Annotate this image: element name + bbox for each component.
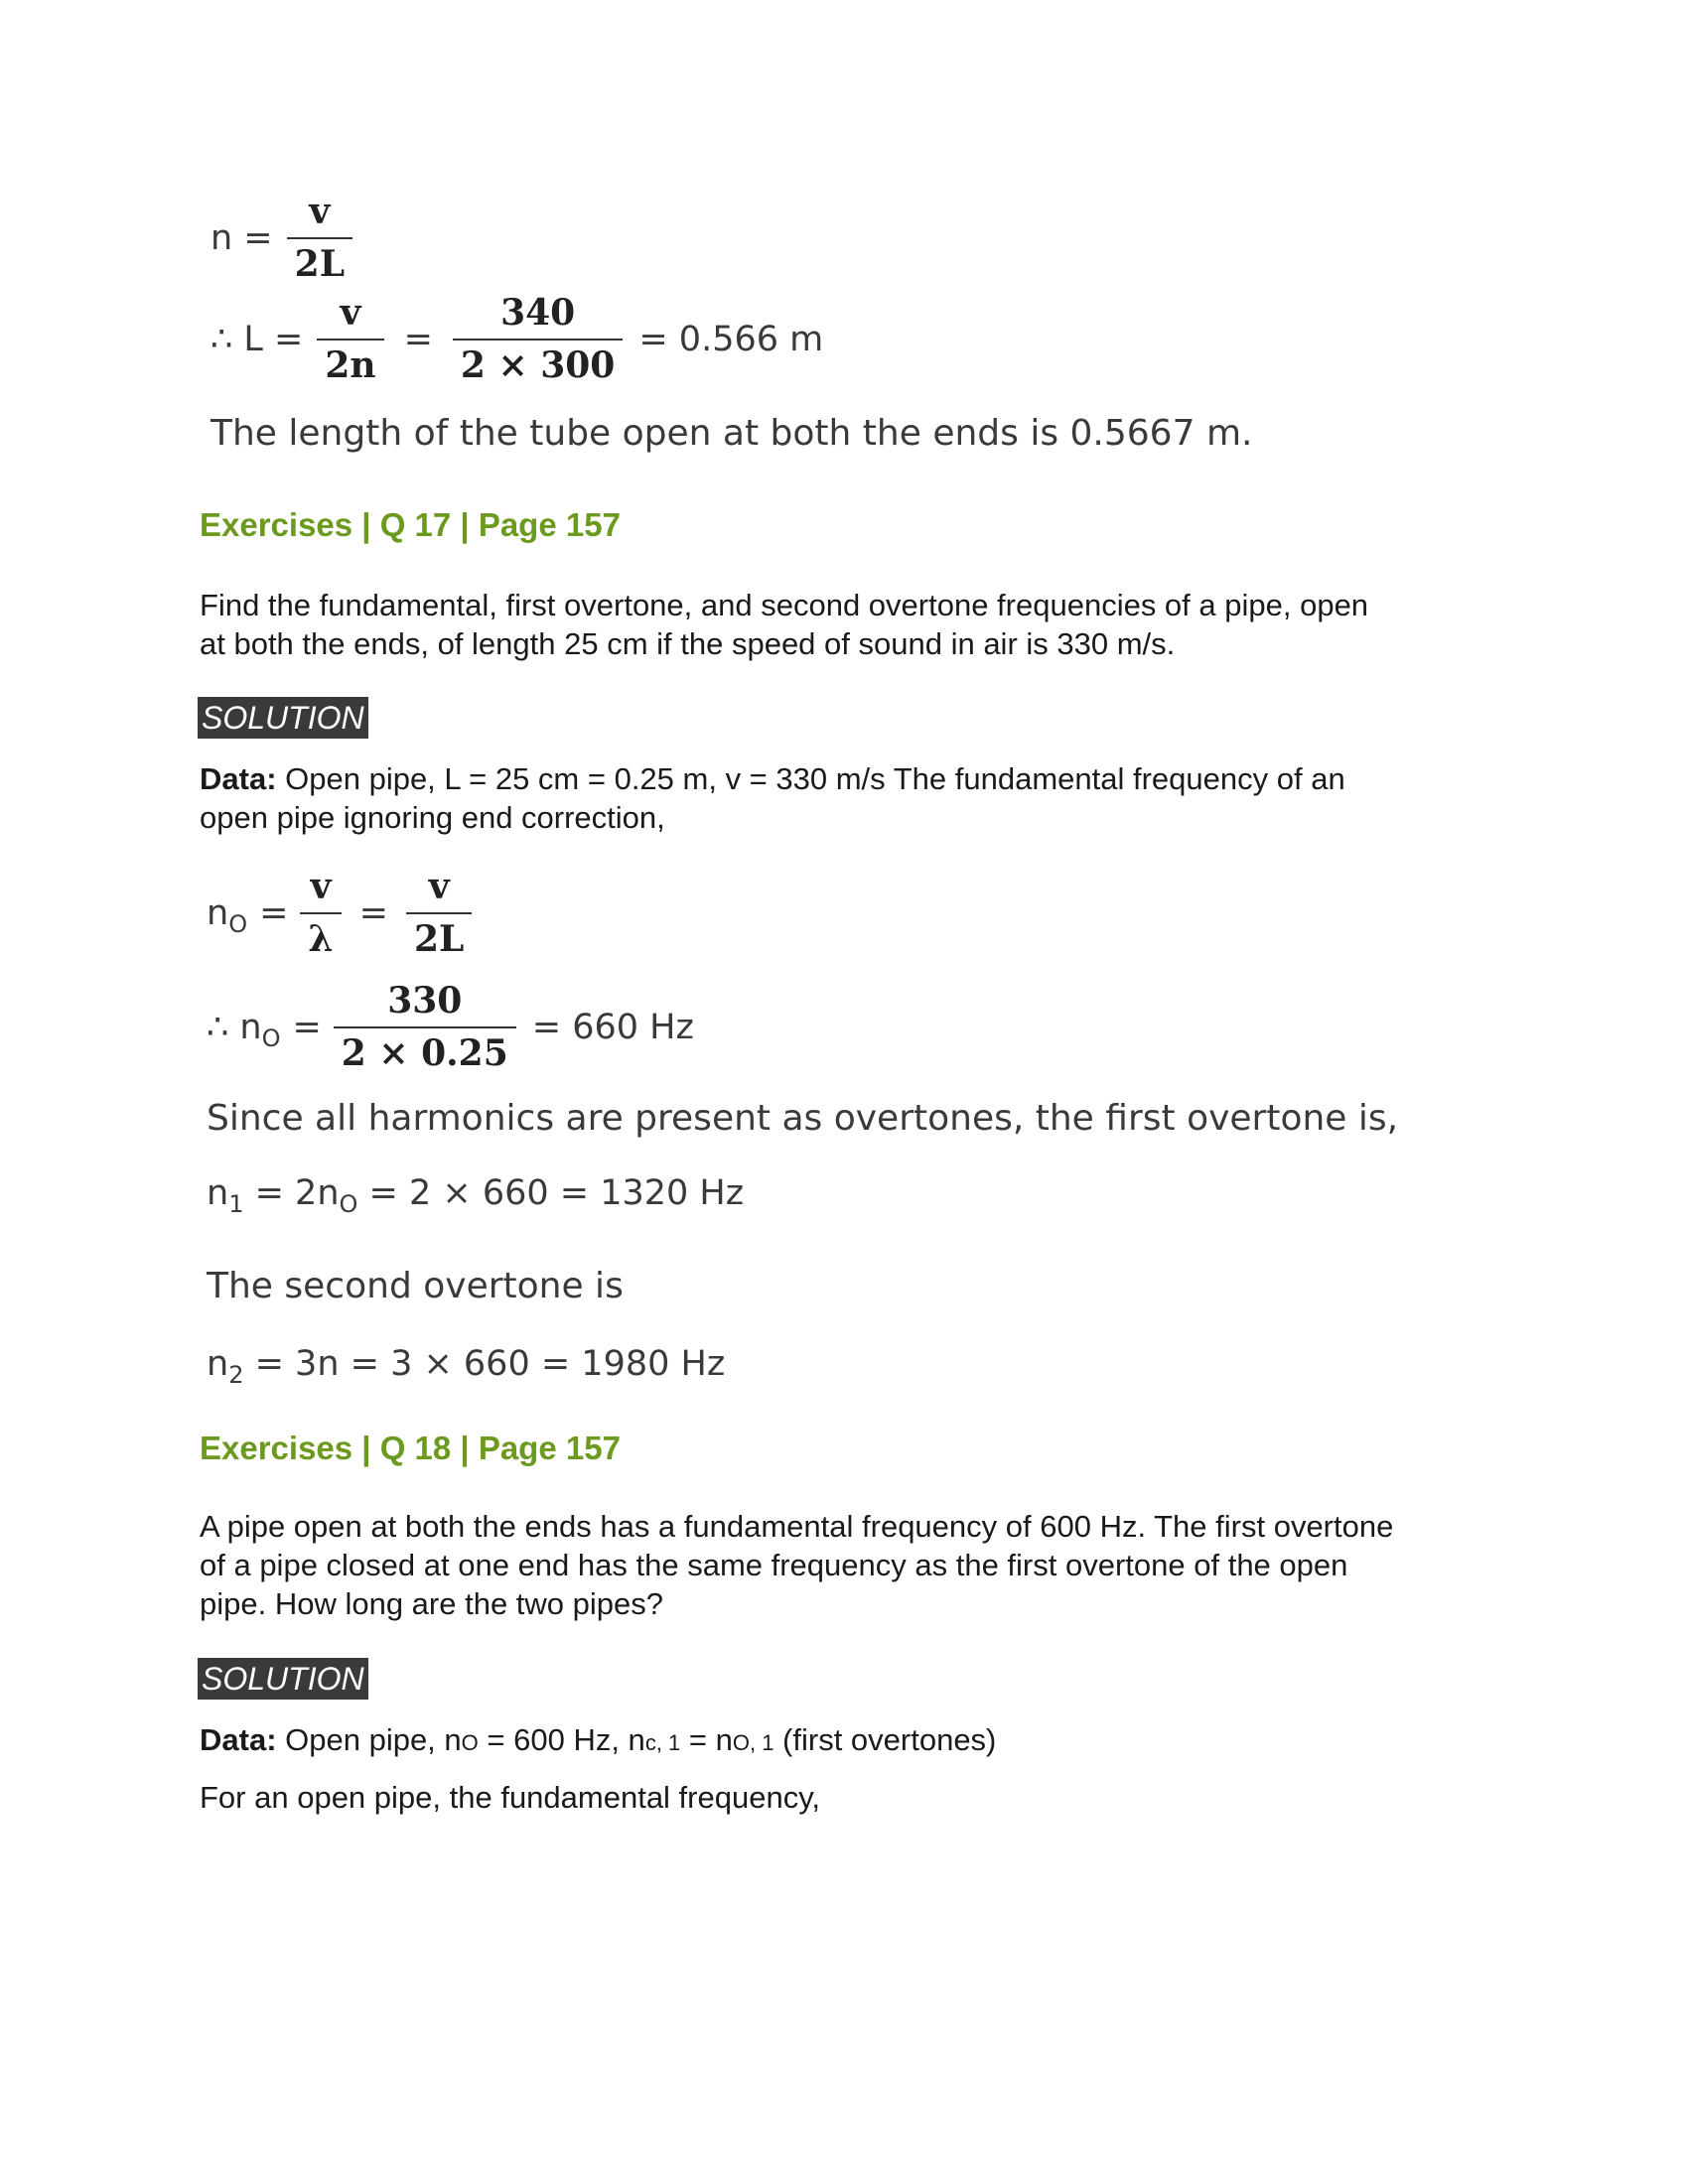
eq2-lhs: ∴ L = bbox=[211, 320, 304, 360]
fraction-bar bbox=[406, 912, 472, 914]
eq3-f2-denominator: 2L bbox=[413, 918, 465, 961]
q18-question-line2: of a pipe closed at one end has the same frequency as the first overtone of the open bbox=[200, 1548, 1348, 1582]
eq4-lhs: ∴ $n_O$ bbox=[207, 1008, 281, 1053]
eq2-equals: = bbox=[403, 320, 433, 360]
eq3-f2-numerator: v bbox=[428, 866, 450, 907]
q18-question bbox=[200, 1507, 1393, 1623]
eq3-equals-1: = bbox=[259, 893, 289, 934]
eq4-equals: = bbox=[292, 1008, 322, 1048]
equation-first-overtone: $n_1 = 2n_O = 2 \times 660 = 1320$ Hz bbox=[207, 1173, 745, 1218]
eq4-numerator: 330 bbox=[387, 980, 463, 1022]
eq2-f1-numerator: v bbox=[340, 292, 361, 334]
eq3-equals-2: = bbox=[358, 893, 388, 934]
eq4-fraction bbox=[334, 980, 516, 1075]
q17-data-label: Data: bbox=[200, 761, 277, 796]
fraction-bar bbox=[300, 912, 341, 914]
eq1-denominator: 2L bbox=[294, 243, 346, 286]
q17-question-line1: Find the fundamental, first overtone, and second overtone frequencies of a pipe, open bbox=[200, 588, 1369, 622]
q17-data bbox=[200, 759, 1345, 837]
fraction-bar bbox=[287, 237, 352, 239]
eq2-f2-denominator: 2 × 300 bbox=[460, 344, 616, 387]
equation-fundamental-value bbox=[207, 980, 694, 1075]
fraction-bar bbox=[334, 1026, 516, 1028]
q17-question bbox=[200, 586, 1368, 663]
fraction-bar bbox=[453, 339, 623, 341]
q17-data-line2: open pipe ignoring end correction, bbox=[200, 800, 665, 835]
fraction-bar bbox=[317, 339, 383, 341]
eq1-fraction bbox=[287, 191, 352, 286]
eq2-result: = 0.566 m bbox=[638, 320, 824, 360]
eq2-fraction-1 bbox=[317, 292, 383, 387]
q18-last-line: For an open pipe, the fundamental frequency, bbox=[200, 1780, 821, 1815]
eq1-numerator: v bbox=[309, 191, 331, 232]
eq3-f1-denominator: λ bbox=[308, 918, 334, 961]
eq2-f2-numerator: 340 bbox=[500, 292, 576, 334]
equation-length-calc bbox=[211, 292, 823, 387]
eq4-denominator: 2 × 0.25 bbox=[341, 1032, 508, 1075]
equation-fundamental-open bbox=[207, 866, 472, 961]
q17-data-line1: Open pipe, L = 25 cm = 0.25 m, v = 330 m/s The fundamental frequency of an bbox=[276, 761, 1345, 796]
eq2-f1-denominator: 2n bbox=[325, 344, 376, 387]
q18-question-line3: pipe. How long are the two pipes? bbox=[200, 1586, 664, 1621]
equation-second-overtone: $n_2 = 3n = 3 \times 660 = 1980$ Hz bbox=[207, 1344, 726, 1389]
eq3-fraction-2 bbox=[406, 866, 472, 961]
eq3-f1-numerator: v bbox=[310, 866, 332, 907]
q18-solution-label: SOLUTION bbox=[198, 1658, 368, 1700]
eq1-lhs: n = bbox=[211, 218, 273, 259]
q17-second-overtone-text: The second overtone is bbox=[207, 1266, 624, 1306]
length-conclusion: The length of the tube open at both the ends is 0.5667 m. bbox=[211, 413, 1253, 454]
eq3-n: $n_O$ bbox=[207, 893, 248, 939]
q17-since-text: Since all harmonics are present as overtones, the first overtone is, bbox=[207, 1098, 1399, 1139]
q17-question-line2: at both the ends, of length 25 cm if the speed of sound in air is 330 m/s. bbox=[200, 626, 1176, 661]
q18-heading: Exercises | Q 18 | Page 157 bbox=[200, 1430, 621, 1466]
q17-solution-label: SOLUTION bbox=[198, 697, 368, 739]
eq3-fraction-1 bbox=[300, 866, 341, 961]
q18-data-label: Data: bbox=[200, 1722, 277, 1757]
eq2-fraction-2 bbox=[453, 292, 623, 387]
q18-question-line1: A pipe open at both the ends has a fundamental frequency of 600 Hz. The first overtone bbox=[200, 1509, 1394, 1544]
q18-data: Data: Open pipe, nO = 600 Hz, nc, 1 = nO, 1 (first overtones) bbox=[200, 1722, 997, 1757]
q17-heading: Exercises | Q 17 | Page 157 bbox=[200, 506, 621, 543]
equation-frequency-formula bbox=[211, 191, 352, 286]
eq4-result: = 660 Hz bbox=[531, 1008, 694, 1048]
